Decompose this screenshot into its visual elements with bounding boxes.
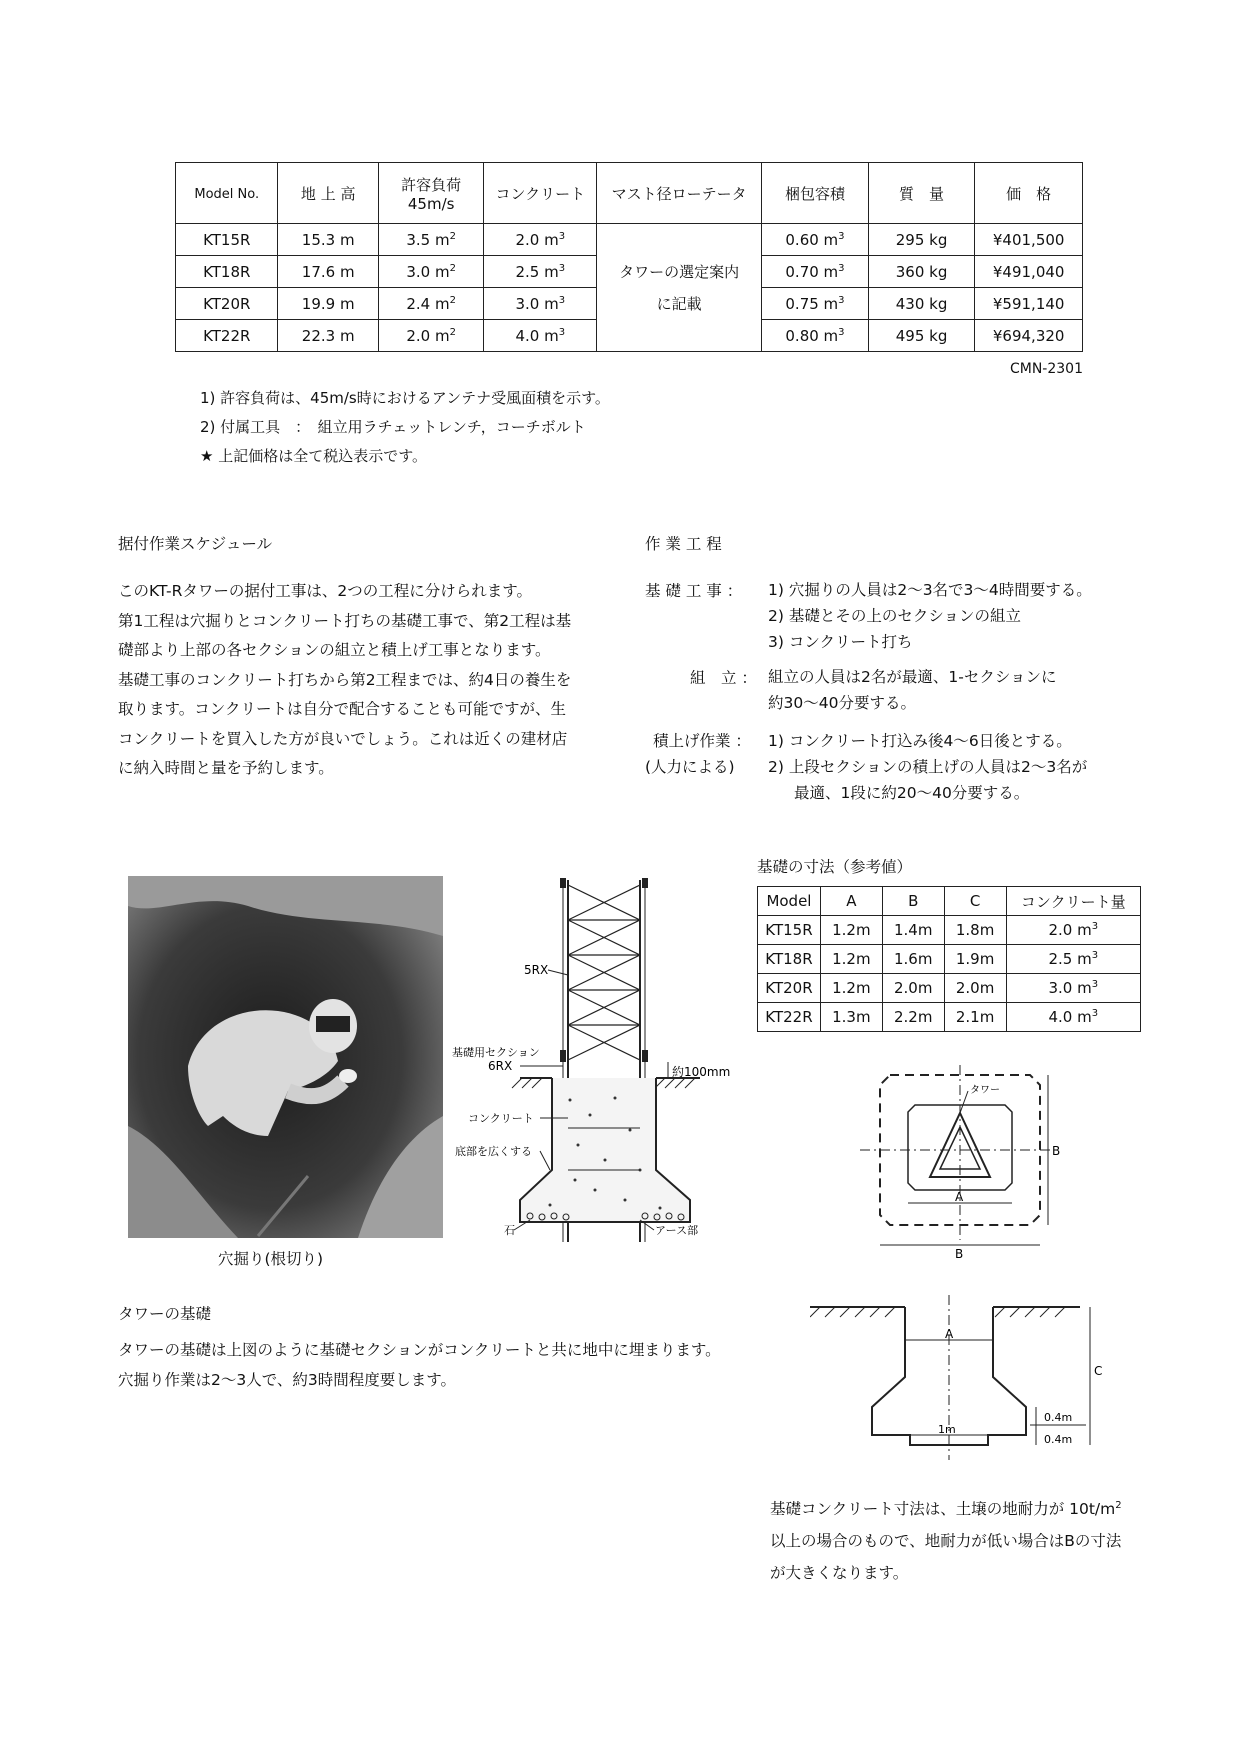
cell-weight: 360 kg bbox=[868, 256, 975, 288]
cell-concrete: 2.5 $m^3$ bbox=[484, 256, 597, 288]
foundation-work-label: 基 礎 工 事 ： bbox=[645, 582, 743, 600]
note-3: ★ 上記価格は全て税込表示です。 bbox=[200, 447, 428, 465]
table-row bbox=[176, 224, 1083, 256]
foundation-title: タワーの基礎 bbox=[118, 1305, 212, 1323]
table-row bbox=[758, 945, 1141, 974]
cell: KT20R bbox=[758, 974, 821, 1003]
table-row bbox=[758, 916, 1141, 945]
cell: 1.9m bbox=[944, 945, 1006, 974]
section-label-04-top: 0.4m bbox=[1044, 1411, 1073, 1424]
foundation-body: タワーの基礎は上図のように基礎セクションがコンクリートと共に地中に埋まります。 穴掘り作業は2～3人で、約3時間程度要します。 bbox=[118, 1341, 721, 1389]
section-label-1m: 1m bbox=[938, 1423, 956, 1436]
label-earth: アース部 bbox=[655, 1224, 699, 1237]
cell-height: 19.9 m bbox=[278, 288, 378, 320]
cell: 2.0m bbox=[944, 974, 1006, 1003]
cell: 2.1m bbox=[944, 1003, 1006, 1032]
cell-weight: 430 kg bbox=[868, 288, 975, 320]
label-5rx: 5RX bbox=[524, 963, 549, 977]
label-base-section: 基礎用セクション bbox=[452, 1046, 540, 1059]
note-2: 2) 付属工具 ： 組立用ラチェットレンチ，コーチボルト bbox=[200, 418, 586, 436]
spec-table bbox=[175, 162, 1083, 352]
stacking-label: 積上げ作業 ： (人力による) bbox=[645, 732, 751, 776]
cell-load: 3.5 $m^2$ bbox=[378, 224, 484, 256]
cell-height: 15.3 m bbox=[278, 224, 378, 256]
cell-load: 2.0 $m^2$ bbox=[378, 320, 484, 352]
cell: KT22R bbox=[758, 1003, 821, 1032]
label-widen-bottom: 底部を広くする bbox=[455, 1145, 532, 1158]
cell-price: ¥694,320 bbox=[975, 320, 1083, 352]
cell: 2.0m bbox=[882, 974, 944, 1003]
schedule-body: このKT-Rタワーの据付工事は、2つの工程に分けられます。 第1工程は穴掘りとコンクリート打ちの基礎工事で、第2工程は基 礎部より上部の各セクションの組立と積上げ工事となります。 基礎工事のコンクリート打ちから第2工程までは、約4日の養生を 取ります。コンクリートは自分で配合することも可能ですが、生 コンクリートを買入した方が良いでしょう。これは近くの建材店 に納入時間と量を予約します。 bbox=[118, 582, 572, 777]
dims-header-b: B bbox=[882, 887, 944, 916]
cell: 3.0 $m^3$ bbox=[1006, 974, 1140, 1003]
bottom-note: 基礎コンクリート寸法は、土壌の地耐力が $10t/m^2$ 以上の場合のもので、地耐力が低い場合はBの寸法 が大きくなります。 bbox=[770, 1500, 1122, 1583]
cell-volume: 0.75 $m^3$ bbox=[762, 288, 869, 320]
cell-weight: 295 kg bbox=[868, 224, 975, 256]
cell-model: KT18R bbox=[176, 256, 278, 288]
dims-header-concrete: コンクリート量 bbox=[1006, 887, 1140, 916]
cell-volume: 0.70 $m^3$ bbox=[762, 256, 869, 288]
section-label-a: A bbox=[945, 1327, 954, 1341]
digging-photo bbox=[128, 876, 443, 1238]
cell: 1.8m bbox=[944, 916, 1006, 945]
foundation-section-diagram bbox=[810, 1295, 1110, 1475]
label-6rx: 6RX bbox=[488, 1059, 513, 1073]
plan-label-tower: タワー bbox=[970, 1085, 1000, 1096]
cell-concrete: 2.0 $m^3$ bbox=[484, 224, 597, 256]
cell: 2.0 $m^3$ bbox=[1006, 916, 1140, 945]
cell-load: 3.0 $m^2$ bbox=[378, 256, 484, 288]
process-title: 作 業 工 程 bbox=[645, 535, 722, 553]
cell: 1.2m bbox=[820, 945, 882, 974]
dims-header-c: C bbox=[944, 887, 1006, 916]
label-about-100mm: 約100mm bbox=[672, 1065, 730, 1079]
dims-header-a: A bbox=[820, 887, 882, 916]
cell-concrete: 3.0 $m^3$ bbox=[484, 288, 597, 320]
assembly-label: 組 立 ： bbox=[690, 669, 757, 687]
cell-weight: 495 kg bbox=[868, 320, 975, 352]
cell: 1.2m bbox=[820, 916, 882, 945]
cell: 2.5 $m^3$ bbox=[1006, 945, 1140, 974]
cell-load: 2.4 $m^2$ bbox=[378, 288, 484, 320]
spec-header-concrete: コンクリート bbox=[484, 163, 597, 224]
note-1: 1) 許容負荷は、45m/s時におけるアンテナ受風面積を示す。 bbox=[200, 389, 610, 407]
cell: KT15R bbox=[758, 916, 821, 945]
cell: 1.6m bbox=[882, 945, 944, 974]
dims-header-model: Model bbox=[758, 887, 821, 916]
cell-model: KT15R bbox=[176, 224, 278, 256]
spec-header-weight: 質 量 bbox=[868, 163, 975, 224]
cell-model: KT22R bbox=[176, 320, 278, 352]
spec-header-row bbox=[176, 163, 1083, 224]
photo-caption: 穴掘り(根切り) bbox=[218, 1250, 324, 1268]
section-label-c: C bbox=[1094, 1364, 1103, 1378]
dims-title: 基礎の寸法（参考値） bbox=[757, 858, 913, 876]
cell: 2.2m bbox=[882, 1003, 944, 1032]
cell-volume: 0.60 $m^3$ bbox=[762, 224, 869, 256]
cell-height: 22.3 m bbox=[278, 320, 378, 352]
foundation-work-items: 1) 穴掘りの人員は2～3名で3～4時間要する。 2) 基礎とその上のセクションの組立 3) コンクリート打ち bbox=[768, 581, 1092, 651]
stacking-items: 1) コンクリート打込み後4～6日後とする。 2) 上段セクションの積上げの人員は2～3名が 最適、1段に約20～40分要する。 bbox=[768, 732, 1088, 802]
table-row bbox=[758, 974, 1141, 1003]
plan-view-diagram bbox=[860, 1065, 1080, 1265]
plan-label-b-bottom: B bbox=[955, 1247, 964, 1261]
section-label-04-bottom: 0.4m bbox=[1044, 1433, 1073, 1446]
spec-header-mast: マスト径ローテータ bbox=[597, 163, 762, 224]
doc-code: CMN-2301 bbox=[1009, 361, 1083, 377]
spec-header-load: 許容負荷 45m/s bbox=[378, 163, 484, 224]
table-row bbox=[758, 1003, 1141, 1032]
cell-model: KT20R bbox=[176, 288, 278, 320]
cell-price: ¥591,140 bbox=[975, 288, 1083, 320]
plan-label-b-right: B bbox=[1052, 1144, 1061, 1158]
plan-label-a: A bbox=[955, 1190, 964, 1204]
cell-price: ¥491,040 bbox=[975, 256, 1083, 288]
schedule-title: 据付作業スケジュール bbox=[118, 535, 273, 553]
dims-table bbox=[757, 886, 1141, 1032]
cell-volume: 0.80 $m^3$ bbox=[762, 320, 869, 352]
cell-height: 17.6 m bbox=[278, 256, 378, 288]
cell: 4.0 $m^3$ bbox=[1006, 1003, 1140, 1032]
cell: KT18R bbox=[758, 945, 821, 974]
cell: 1.2m bbox=[820, 974, 882, 1003]
label-stone: 石 bbox=[504, 1224, 515, 1237]
spec-header-height: 地 上 高 bbox=[278, 163, 378, 224]
label-concrete: コンクリート bbox=[468, 1112, 534, 1125]
tower-section-diagram bbox=[450, 870, 730, 1250]
spec-header-model: Model No. bbox=[176, 163, 278, 224]
dims-header-row bbox=[758, 887, 1141, 916]
cell: 1.3m bbox=[820, 1003, 882, 1032]
spec-header-volume: 梱包容積 bbox=[762, 163, 869, 224]
cell-concrete: 4.0 $m^3$ bbox=[484, 320, 597, 352]
cell: 1.4m bbox=[882, 916, 944, 945]
cell-price: ¥401,500 bbox=[975, 224, 1083, 256]
cell-mast-note: タワーの選定案内 に記載 bbox=[597, 224, 762, 352]
spec-header-price: 価 格 bbox=[975, 163, 1083, 224]
assembly-text: 組立の人員は2名が最適、1-セクションに 約30～40分要する。 bbox=[768, 668, 1057, 712]
